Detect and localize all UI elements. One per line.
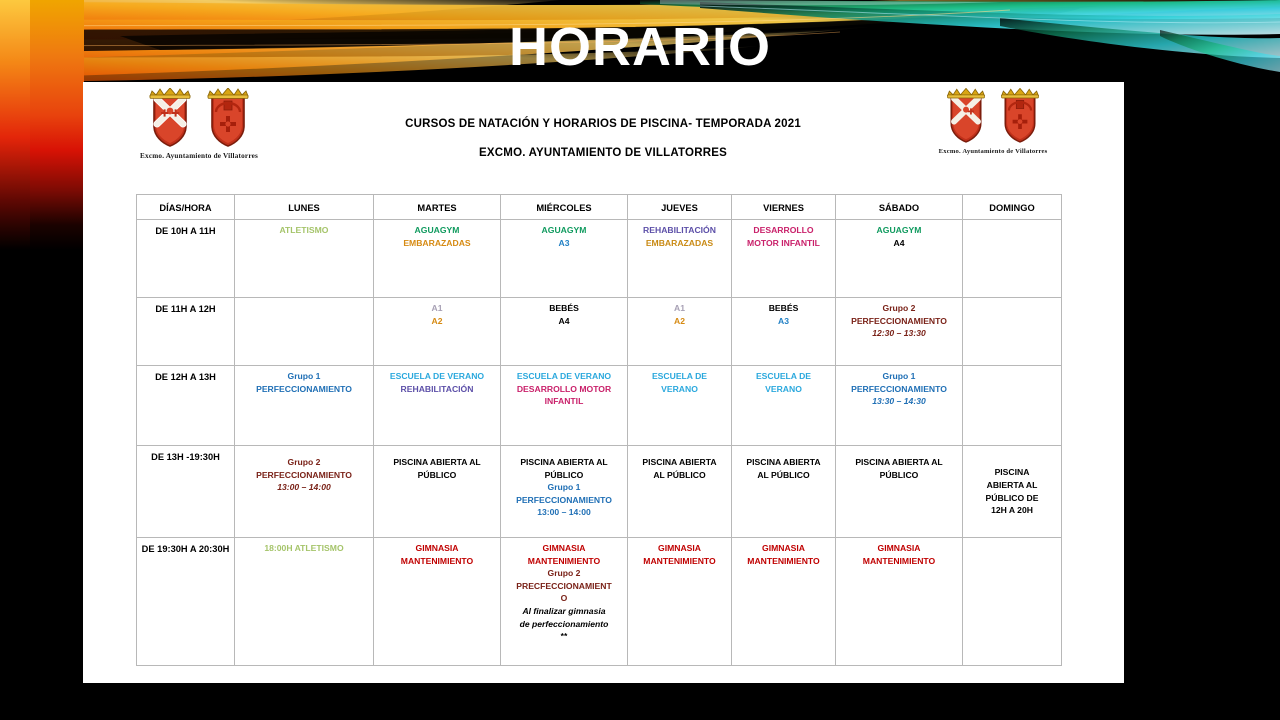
schedule-cell-line: PISCINA ABIERTA AL xyxy=(393,457,481,467)
schedule-cell-line: DESARROLLO MOTOR xyxy=(516,383,612,394)
schedule-cell xyxy=(374,538,501,666)
column-header-label: SÁBADO xyxy=(878,203,920,213)
schedule-cell-line: PERFECCIONAMIENTO xyxy=(256,469,352,480)
schedule-cell-line: GIMNASIA xyxy=(877,543,921,553)
column-header-mi-rcoles xyxy=(501,195,628,220)
schedule-cell-line: A3 xyxy=(778,315,789,326)
schedule-cell xyxy=(732,446,836,538)
document-header xyxy=(83,82,1124,186)
schedule-cell xyxy=(836,446,963,538)
schedule-cell xyxy=(501,446,628,538)
schedule-cell-line: PÚBLICO xyxy=(879,469,919,480)
column-header-domingo xyxy=(963,195,1062,220)
schedule-cell-line: PÚBLICO DE xyxy=(985,492,1039,503)
row-time-label: DE 10H A 11H xyxy=(137,220,235,298)
schedule-cell-line: ESCUELA DE xyxy=(651,371,708,381)
schedule-cell-line: VERANO xyxy=(661,383,698,394)
column-header-label: MARTES xyxy=(417,203,457,213)
row-time-label: DE 12H A 13H xyxy=(137,366,235,446)
column-header-lunes xyxy=(235,195,374,220)
schedule-cell-line: PISCINA ABIERTA AL xyxy=(855,457,943,467)
schedule-cell xyxy=(963,220,1062,298)
schedule-cell xyxy=(963,366,1062,446)
row-time-label: DE 11H A 12H xyxy=(137,298,235,366)
schedule-cell-line: Grupo 1 xyxy=(287,371,321,381)
schedule-cell xyxy=(235,538,374,666)
schedule-table xyxy=(136,194,1062,666)
schedule-cell-line: REHABILITACIÓN xyxy=(643,225,716,235)
coat-of-arms-icon xyxy=(202,88,254,150)
schedule-cell-line: ESCUELA DE VERANO xyxy=(389,371,485,381)
schedule-cell-line: PISCINA ABIERTA xyxy=(642,457,717,467)
schedule-cell-line: de perfeccionamiento xyxy=(519,618,609,629)
column-header-jueves xyxy=(628,195,732,220)
schedule-cell-line: AL PÚBLICO xyxy=(757,469,810,480)
schedule-cell-line: Grupo 1 xyxy=(547,482,581,493)
crest-left xyxy=(134,88,264,160)
schedule-cell-line: MANTENIMIENTO xyxy=(527,555,601,566)
schedule-cell-line: GIMNASIA xyxy=(415,543,459,553)
schedule-cell xyxy=(628,220,732,298)
column-header-label: VIERNES xyxy=(763,203,804,213)
schedule-cell-line: A4 xyxy=(893,237,905,248)
schedule-cell xyxy=(836,366,963,446)
schedule-cell-line: Al finalizar gimnasia xyxy=(522,605,606,616)
schedule-cell xyxy=(628,298,732,366)
schedule-cell-line: PISCINA xyxy=(994,467,1030,478)
document-heading-secondary: EXCMO. AYUNTAMIENTO DE VILLATORRES xyxy=(479,147,727,159)
schedule-cell-line: PÚBLICO xyxy=(544,469,584,480)
table-header xyxy=(137,195,1062,220)
schedule-cell xyxy=(501,220,628,298)
schedule-cell-line: Grupo 1 xyxy=(882,371,916,381)
schedule-cell xyxy=(732,538,836,666)
schedule-cell-line: 12H A 20H xyxy=(991,505,1033,516)
row-time-label: DE 13H -19:30H xyxy=(137,446,235,538)
column-header-viernes xyxy=(732,195,836,220)
schedule-cell-line: ATLETISMO xyxy=(279,225,329,235)
crest-caption: Excmo. Ayuntamiento de Villatorres xyxy=(140,152,258,160)
schedule-cell-line: ESCUELA DE VERANO xyxy=(516,371,612,381)
schedule-cell-line: REHABILITACIÓN xyxy=(400,383,474,394)
coat-of-arms-icon xyxy=(942,88,990,146)
schedule-cell-line: O xyxy=(560,593,568,604)
table-row xyxy=(137,366,1062,446)
schedule-cell-line: A2 xyxy=(431,315,443,326)
schedule-cell-line: GIMNASIA xyxy=(658,543,701,553)
schedule-cell xyxy=(836,298,963,366)
schedule-cell xyxy=(374,366,501,446)
schedule-cell xyxy=(963,446,1062,538)
schedule-cell-line: AGUAGYM xyxy=(541,225,587,235)
schedule-cell xyxy=(235,366,374,446)
schedule-cell-line: 18:00H ATLETISMO xyxy=(264,543,344,553)
schedule-cell xyxy=(501,538,628,666)
coat-of-arms-icon xyxy=(996,88,1044,146)
schedule-cell-line: MANTENIMIENTO xyxy=(747,555,820,566)
column-header-martes xyxy=(374,195,501,220)
schedule-cell-line: A1 xyxy=(674,303,685,313)
schedule-cell-line: PISCINA ABIERTA xyxy=(746,457,821,467)
schedule-cell xyxy=(732,220,836,298)
column-header-label: LUNES xyxy=(288,203,320,213)
document-titles xyxy=(273,118,933,159)
table-row xyxy=(137,538,1062,666)
schedule-cell-line: PERFECCIONAMIENTO xyxy=(851,383,947,394)
crest-right xyxy=(928,88,1058,155)
document-page xyxy=(83,82,1124,683)
schedule-cell-line: EMBARAZADAS xyxy=(645,237,714,248)
table-header-row xyxy=(137,195,1062,220)
schedule-cell-line: GIMNASIA xyxy=(762,543,805,553)
schedule-cell-line: VERANO xyxy=(765,383,802,394)
schedule-cell-line: A1 xyxy=(431,303,443,313)
schedule-cell xyxy=(501,298,628,366)
schedule-cell xyxy=(628,366,732,446)
table-row xyxy=(137,298,1062,366)
schedule-cell-line: 13:30 – 14:30 xyxy=(872,396,926,407)
column-header-label: DÍAS/HORA xyxy=(159,203,212,213)
table-body xyxy=(137,220,1062,666)
schedule-cell-line: AGUAGYM xyxy=(876,225,922,235)
crest-caption: Excmo. Ayuntamiento de Villatorres xyxy=(938,148,1048,155)
schedule-cell-line: INFANTIL xyxy=(544,396,584,407)
schedule-cell-line: BEBÉS xyxy=(768,303,799,313)
schedule-cell-line: AL PÚBLICO xyxy=(653,469,706,480)
schedule-cell-line: Grupo 2 xyxy=(882,303,916,313)
schedule-cell-line: A3 xyxy=(558,237,570,248)
schedule-cell xyxy=(836,220,963,298)
schedule-cell-line: 12:30 – 13:30 xyxy=(872,328,926,339)
schedule-cell-line: MANTENIMIENTO xyxy=(400,555,474,566)
column-header-label: MIÉRCOLES xyxy=(536,203,592,213)
schedule-cell-line: 13:00 – 14:00 xyxy=(277,482,331,493)
coat-of-arms-icon xyxy=(144,88,196,150)
column-header-s-bado xyxy=(836,195,963,220)
column-header-label: DOMINGO xyxy=(989,203,1035,213)
row-time-label: DE 19:30H A 20:30H xyxy=(137,538,235,666)
column-header-d-as-hora xyxy=(137,195,235,220)
schedule-cell-line: PISCINA ABIERTA AL xyxy=(520,457,608,467)
schedule-cell xyxy=(732,298,836,366)
table-row xyxy=(137,220,1062,298)
schedule-cell xyxy=(628,446,732,538)
schedule-cell-line: PÚBLICO xyxy=(417,469,457,480)
schedule-cell-line: Grupo 2 xyxy=(287,457,321,467)
schedule-cell xyxy=(235,446,374,538)
document-heading-primary: CURSOS DE NATACIÓN Y HORARIOS DE PISCINA- TEMPORADA 2021 xyxy=(405,118,801,130)
schedule-cell-line: AGUAGYM xyxy=(414,225,460,235)
schedule-cell-line: 13:00 – 14:00 xyxy=(537,507,591,518)
schedule-cell-line: ABIERTA AL xyxy=(986,479,1038,490)
schedule-cell xyxy=(963,298,1062,366)
schedule-cell xyxy=(836,538,963,666)
schedule-cell xyxy=(628,538,732,666)
schedule-cell xyxy=(374,220,501,298)
schedule-cell-line: PERFECCIONAMIENTO xyxy=(256,383,352,394)
column-header-label: JUEVES xyxy=(661,203,698,213)
schedule-cell-line: EMBARAZADAS xyxy=(403,237,471,248)
schedule-cell xyxy=(374,446,501,538)
table-row xyxy=(137,446,1062,538)
schedule-cell-line: Grupo 2 xyxy=(547,568,581,579)
schedule-cell xyxy=(235,298,374,366)
page-title: HORARIO xyxy=(509,17,771,77)
schedule-cell xyxy=(732,366,836,446)
schedule-cell-line: MANTENIMIENTO xyxy=(862,555,936,566)
schedule-cell xyxy=(501,366,628,446)
schedule-cell xyxy=(963,538,1062,666)
schedule-cell-line: MOTOR INFANTIL xyxy=(747,237,820,248)
schedule-cell-line: MANTENIMIENTO xyxy=(643,555,716,566)
schedule-cell-line: GIMNASIA xyxy=(542,543,586,553)
schedule-cell-line: A4 xyxy=(558,315,570,326)
schedule-cell-line: ** xyxy=(560,631,568,642)
schedule-cell-line: PERFECCIONAMIENTO xyxy=(851,315,947,326)
schedule-cell-line: PRECFECCIONAMIENT xyxy=(516,580,612,591)
schedule-cell-line: BEBÉS xyxy=(549,303,579,313)
schedule-cell-line: ESCUELA DE xyxy=(755,371,812,381)
schedule-cell-line: DESARROLLO xyxy=(753,225,814,235)
schedule-cell-line: PERFECCIONAMIENTO xyxy=(516,494,612,505)
schedule-cell-line: A2 xyxy=(674,315,685,326)
schedule-cell xyxy=(374,298,501,366)
schedule-cell xyxy=(235,220,374,298)
